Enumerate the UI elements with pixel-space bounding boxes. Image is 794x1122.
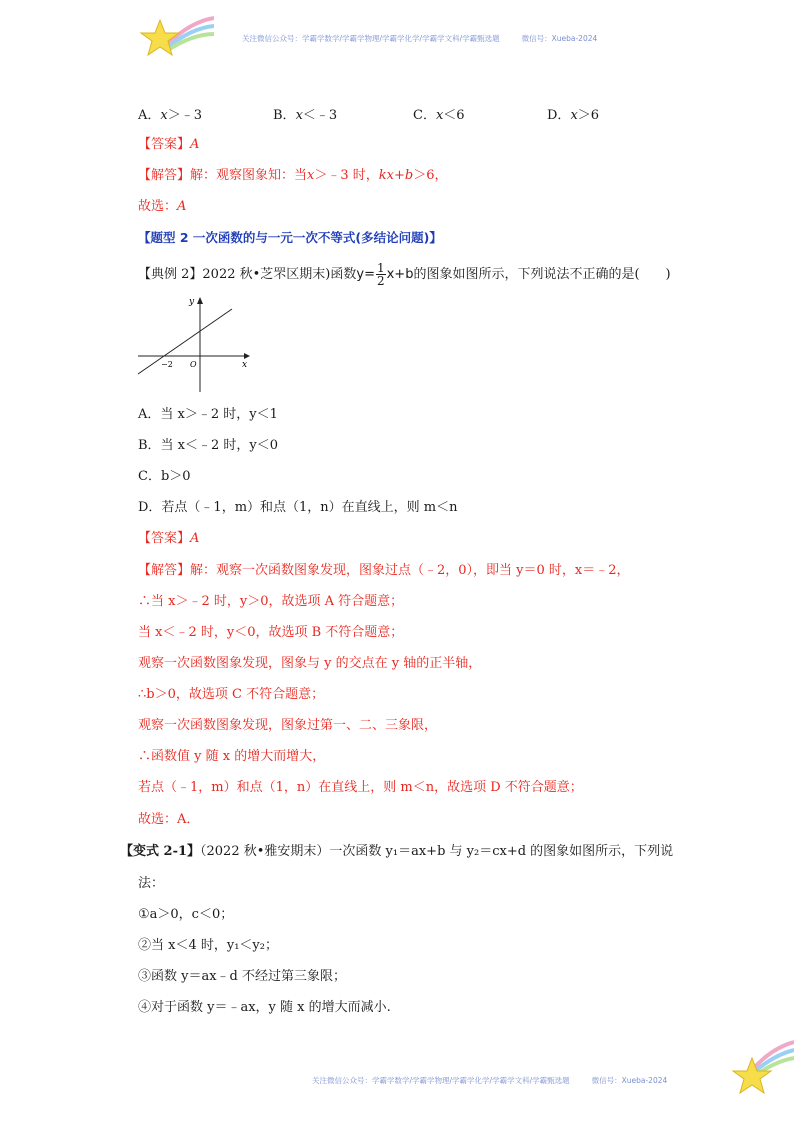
graph-origin-label: O bbox=[190, 360, 197, 369]
variant21-item-4: ④对于函数 y＝﹣ax，y 随 x 的增大而减小. bbox=[138, 1000, 391, 1015]
example2-analysis-line-5: ∴b＞0，故选项 C 不符合题意； bbox=[138, 687, 325, 702]
example2-option-d: D．若点（﹣1，m）和点（1，n）在直线上，则 m＜n bbox=[138, 500, 458, 515]
star-logo-bottom-icon bbox=[732, 1028, 794, 1098]
star-logo-icon bbox=[138, 14, 214, 66]
variant21-stem: 【变式 2-1】（2022 秋•雅安期末）一次函数 y₁＝ax+b 与 y₂＝cx+d 的图象如图所示，下列说 bbox=[120, 844, 674, 859]
q1-option-c: C．x＜6 bbox=[413, 108, 465, 123]
graph-xlabel: x bbox=[242, 360, 248, 370]
example2-analysis-line-3: 当 x＜﹣2 时，y＜0，故选项 B 不符合题意； bbox=[138, 625, 404, 640]
section-title: 【题型 2 一次函数的与一元一次不等式(多结论问题)】 bbox=[138, 230, 442, 245]
function-graph bbox=[134, 292, 254, 396]
x-axis-arrow-icon bbox=[244, 353, 250, 359]
footer-follow-text: 关注微信公众号：学霸学数学/学霸学物理/学霸学化学/学霸学文科/学霸甄选题 bbox=[312, 1076, 570, 1085]
example2-answer: 【答案】A bbox=[138, 531, 200, 546]
variant21-item-3: ③函数 y＝ax﹣d 不经过第三象限； bbox=[138, 969, 347, 984]
variant21-stem-cont: 法： bbox=[138, 876, 165, 891]
example2-analysis-line-8: 若点（﹣1，m）和点（1，n）在直线上，则 m＜n，故选项 D 不符合题意； bbox=[138, 780, 583, 795]
page-footer bbox=[312, 1075, 667, 1086]
example2-option-a: A．当 x＞﹣2 时，y＜1 bbox=[138, 407, 278, 422]
variant21-item-2: ②当 x＜4 时，y₁＜y₂； bbox=[138, 938, 278, 953]
footer-wechat-text: 微信号：Xueba-2024 bbox=[591, 1076, 668, 1085]
fraction-one-half: $\frac{1}{2}$ bbox=[376, 261, 385, 288]
graph-line bbox=[138, 309, 232, 374]
q1-option-b: B．x＜﹣3 bbox=[273, 108, 338, 123]
q1-analysis: 【解答】解：观察图象知：当x＞﹣3 时，kx+b＞6， bbox=[138, 168, 448, 183]
example2-option-b: B．当 x＜﹣2 时，y＜0 bbox=[138, 438, 279, 453]
example2-analysis-line-2: ∴当 x＞﹣2 时，y＞0，故选项 A 符合题意； bbox=[138, 594, 404, 609]
example2-analysis-line-4: 观察一次函数图象发现，图象与 y 的交点在 y 轴的正半轴， bbox=[138, 656, 482, 671]
example2-analysis-line-6: 观察一次函数图象发现，图象过第一、二、三象限， bbox=[138, 718, 438, 733]
q1-option-d: D．x＞6 bbox=[547, 108, 600, 123]
variant21-item-1: ①a＞0，c＜0； bbox=[138, 907, 234, 922]
q1-option-a: A．x＞﹣3 bbox=[138, 108, 203, 123]
example2-option-c: C．b＞0 bbox=[138, 469, 191, 484]
page-header bbox=[242, 33, 597, 44]
graph-ylabel: y bbox=[189, 297, 195, 307]
graph-tick-label: −2 bbox=[161, 360, 173, 369]
example2-analysis-line-1: 【解答】解：观察一次函数图象发现，图象过点（﹣2，0），即当 y＝0 时，x＝﹣2， bbox=[138, 563, 630, 578]
y-axis-arrow-icon bbox=[197, 297, 203, 304]
header-follow-text: 关注微信公众号：学霸学数学/学霸学物理/学霸学化学/学霸学文科/学霸甄选题 bbox=[242, 34, 500, 43]
header-wechat-text: 微信号：Xueba-2024 bbox=[521, 34, 598, 43]
example2-analysis-line-7: ∴函数值 y 随 x 的增大而增大， bbox=[138, 749, 326, 764]
example2-stem: 【典例 2】2022 秋•芝罘区期末)函数y= $\frac{1}{2}$ x+b的图象如图所示，下列说法不正确的是( ) bbox=[138, 261, 671, 288]
q1-answer: 【答案】A bbox=[138, 137, 200, 152]
example2-analysis-line-9: 故选：A． bbox=[138, 812, 200, 827]
q1-conclusion: 故选：A bbox=[138, 199, 187, 214]
